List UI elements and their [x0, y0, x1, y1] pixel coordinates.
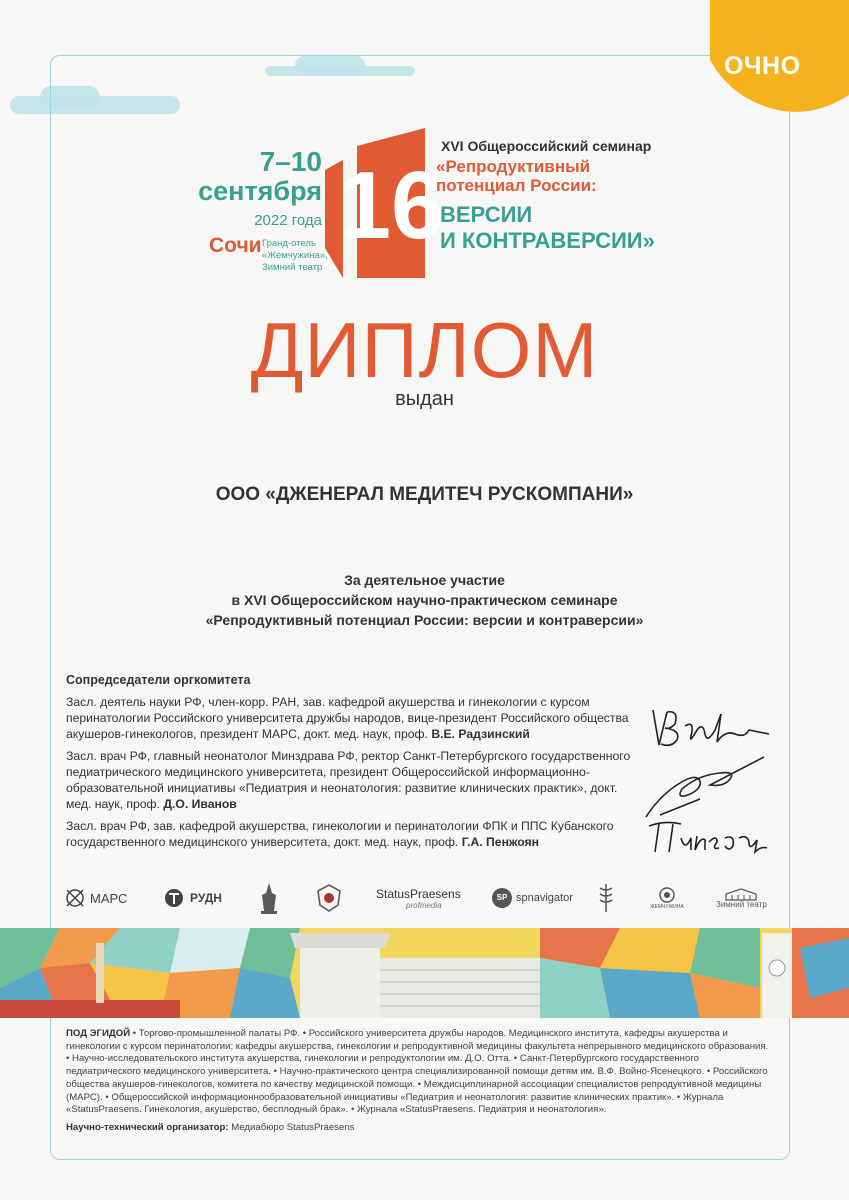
sp-mark: SP: [492, 888, 512, 908]
signature-radzinsky: [645, 700, 775, 755]
decorative-mosaic-band: [0, 928, 849, 1018]
badge-label: ОЧНО: [724, 52, 801, 80]
seminar-subtitle: ВЕРСИИ И КОНТРАВЕРСИИ»: [440, 202, 655, 253]
logo-rudn: РУДН: [162, 880, 222, 916]
dates-year: 2022 года: [254, 212, 322, 229]
event-city: Сочи: [209, 234, 262, 257]
logo-spnavigator: SP spnavigator: [492, 880, 573, 916]
signature-ivanov: [640, 755, 770, 825]
logo-emblem-1: [258, 880, 280, 916]
chair-entry: Засл. врач РФ, зав. кафедрой акушерства, гинекологии и перинатологии ФПК и ППС Кубанского государственного медицинского университета, докт. мед. наук, проф. Г.А. Пенжоян: [66, 819, 614, 849]
issued-label: выдан: [395, 388, 454, 410]
logo-emblem-3: [596, 880, 616, 916]
event-dates: [190, 148, 322, 229]
chair-entry: Засл. врач РФ, главный неонатолог Минздрава РФ, ректор Санкт-Петербургского государственного педиатрического медицинского университета, президент Общероссийской информационно-образовательной инициативы «Педиатрия и неонатология: развитие клинических практик», докт. мед. наук, проф. Д.О. Иванов: [66, 749, 631, 811]
seminar-number: XVI Общероссийский семинар: [441, 138, 652, 154]
theatre-building-icon: [724, 888, 758, 900]
logo-emblem-2: [316, 880, 342, 916]
logo-statuspraesens: StatusPraesens profmedia: [376, 886, 461, 910]
logo-winter-theatre: Зимний театр: [716, 880, 767, 916]
dates-range: 7–10: [259, 146, 322, 177]
mars-icon: [64, 887, 86, 909]
chairs-title: Сопредседатели оргкомитета: [66, 673, 251, 687]
pearl-emblem-icon: [657, 886, 677, 904]
partner-logos: [60, 880, 780, 916]
diploma-title: ДИПЛОМ: [250, 306, 599, 394]
monument-icon: [258, 881, 280, 915]
seminar-name: «Репродуктивный потенциал России:: [436, 157, 597, 195]
signature-penzhoyan: [645, 818, 770, 858]
crest-icon: [316, 883, 342, 913]
logo-zhemchuzhina: ЖЕМЧУЖИНА: [650, 880, 684, 916]
footer-organizer: Научно-технический организатор: Медиабюро StatusPraesens: [66, 1122, 355, 1133]
rudn-emblem-icon: [162, 886, 186, 910]
chair-entry: Засл. деятель науки РФ, член-корр. РАН, зав. кафедрой акушерства и гинекологии с курсом перинатологии Российского университета дружбы народов, вице-президент Российского общества акушеров-гинекологов, президент МАРС, докт. мед. наук, проф. В.Е. Радзинский: [66, 695, 629, 741]
event-venue: Гранд-отель «Жемчужина», Зимний театр: [262, 238, 328, 273]
logo-mars: МАРС: [64, 880, 127, 916]
seminar-number-glyph: 16: [337, 152, 445, 259]
footer-patronage: ПОД ЭГИДОЙ • Торгово-промышленной палаты РФ. • Российского университета дружбы народов. Медицинского института, кафедры акушерства и гинекологии с курсом перинатологии; кафедры акушерства, гинекологии и репродуктивной медицины факультета непрерывного медицинского образования. • Научно-исследовательского института акушерства, гинекологии и репродуктологии им. Д.О. Отта. • Санкт-Петербургского государственного педиатрического медицинского университета. • Научно-практического центра специализированной помощи детям им. В.Ф. Войно-Ясенецкого. • Российского общества акушеров-гинекологов, комитета по качеству медицинской помощи. • Междисциплинарной ассоциации специалистов репродуктивной медицины (МАРС). • Общероссийской информационнообразовательной инициативы «Педиатрия и неонатология: развитие клинических практик». • Журнала «StatusPraesens. Гинекология, акушерство, бесплодный брак». • Журнала «StatusPraesens. Педиатрия и неонатология».: [66, 1028, 769, 1116]
dates-month: сентября: [198, 176, 322, 206]
award-reason: За деятельное участие в XVI Общероссийском научно-практическом семинаре «Репродуктивный потенциал России: версии и контраверсии»: [205, 572, 644, 628]
recipient-name: ООО «ДЖЕНЕРАЛ МЕДИТЕЧ РУСКОМПАНИ»: [215, 484, 634, 505]
caduceus-icon: [596, 882, 616, 914]
seminar-number-logo: [325, 128, 445, 278]
